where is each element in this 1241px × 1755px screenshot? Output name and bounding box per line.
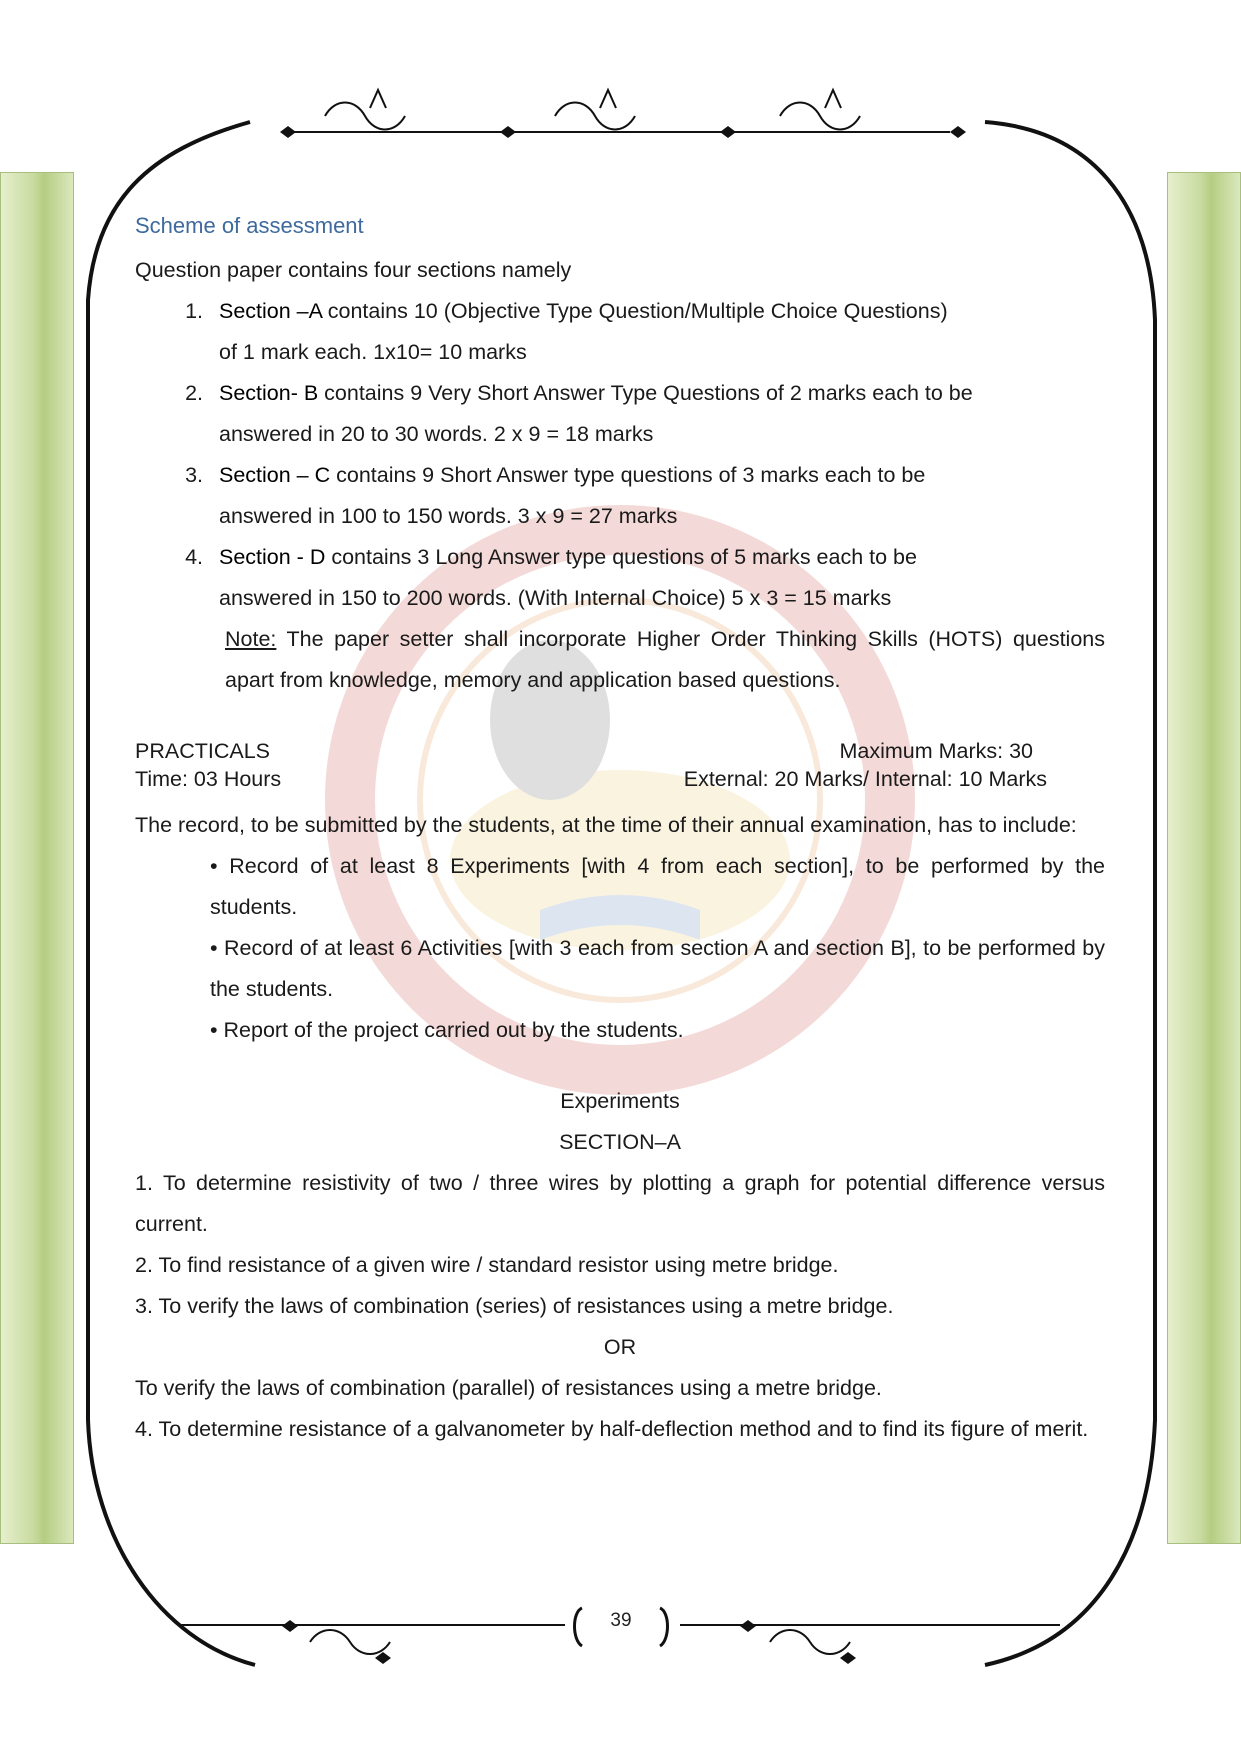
section-line2: answered in 150 to 200 words. (With Internal Choice) 5 x 3 = 15 marks: [219, 586, 892, 610]
record-item: • Report of the project carried out by the students.: [210, 1018, 684, 1042]
section-item: [135, 537, 1105, 619]
section-item: [135, 291, 1105, 373]
experiments-title: Experiments: [560, 1089, 680, 1113]
page-number: 39: [610, 1610, 632, 1631]
section-label: Section –A: [219, 299, 322, 323]
section-number: 1.: [185, 299, 203, 323]
section-label: Section - D: [219, 545, 326, 569]
section-line2: answered in 20 to 30 words. 2 x 9 = 18 marks: [219, 422, 654, 446]
practicals-time-row: [135, 765, 1105, 793]
section-text: contains 9 Short Answer type questions of 3 marks each to be: [330, 463, 926, 487]
section-line2: answered in 100 to 150 words. 3 x 9 = 27 marks: [219, 504, 678, 528]
intro-text: Question paper contains four sections namely: [135, 258, 572, 282]
section-text: contains 10 (Objective Type Question/Multiple Choice Questions): [321, 299, 948, 323]
practicals-title: PRACTICALS: [135, 739, 271, 763]
max-marks: Maximum Marks: 30: [839, 739, 1033, 763]
section-number: 3.: [185, 463, 203, 487]
section-text: contains 9 Very Short Answer Type Questions of 2 marks each to be: [318, 381, 973, 405]
section-number: 2.: [185, 381, 203, 405]
section-number: 4.: [185, 545, 203, 569]
page-content: [135, 205, 1105, 1450]
section-label: Section – C: [219, 463, 331, 487]
or-text: OR: [603, 1335, 637, 1359]
record-item: • Record of at least 8 Experiments [with 4 from each section], to be performed by the students.: [210, 854, 1105, 919]
record-item: • Record of at least 6 Activities [with 3 each from section A and section B], to be performed by the students.: [210, 936, 1105, 1001]
practicals-time: Time: 03 Hours: [135, 767, 282, 791]
practicals-row: [135, 737, 1105, 765]
experiment-item: 2. To find resistance of a given wire / standard resistor using metre bridge.: [135, 1253, 839, 1277]
note-label: Note:: [225, 627, 277, 651]
section-label: Section- B: [219, 381, 319, 405]
note-text: The paper setter shall incorporate Higher Order Thinking Skills (HOTS) questions apart from knowledge, memory and application based questions.: [225, 627, 1105, 692]
section-a-title: SECTION–A: [559, 1130, 681, 1154]
experiment-alt: To verify the laws of combination (parallel) of resistances using a metre bridge.: [135, 1376, 882, 1400]
section-line2: of 1 mark each. 1x10= 10 marks: [219, 340, 527, 364]
experiment-item: 4. To determine resistance of a galvanometer by half-deflection method and to find its figure of merit.: [135, 1417, 1089, 1441]
experiment-item: 1. To determine resistivity of two / three wires by plotting a graph for potential difference versus current.: [135, 1171, 1105, 1236]
record-intro: The record, to be submitted by the students, at the time of their annual examination, has to include:: [135, 813, 1077, 837]
top-ornament: [270, 86, 970, 146]
scheme-heading: Scheme of assessment: [135, 213, 364, 238]
section-text: contains 3 Long Answer type questions of 5 marks each to be: [325, 545, 917, 569]
section-item: [135, 455, 1105, 537]
experiment-item: 3. To verify the laws of combination (series) of resistances using a metre bridge.: [135, 1294, 894, 1318]
external-internal-marks: External: 20 Marks/ Internal: 10 Marks: [683, 767, 1047, 791]
note-paragraph: [225, 619, 1105, 701]
section-item: [135, 373, 1105, 455]
